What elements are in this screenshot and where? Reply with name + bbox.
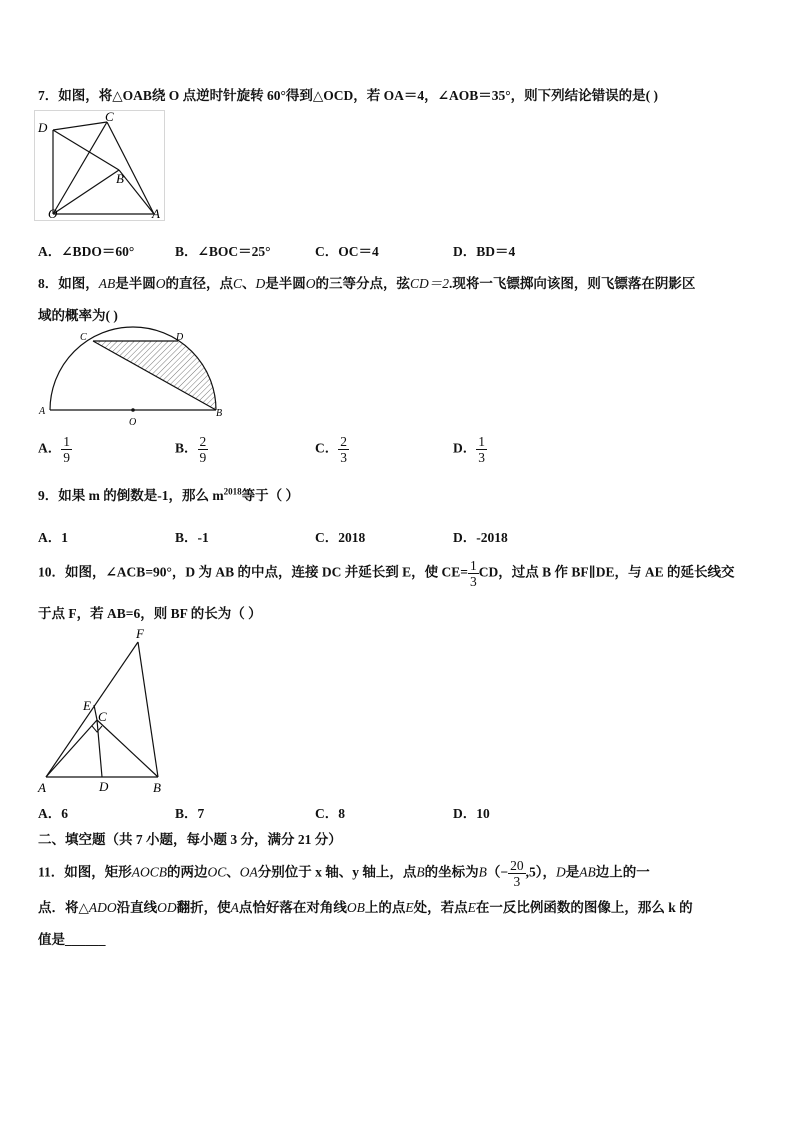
q10-option-d[interactable]: D．10 <box>453 806 490 821</box>
section-heading: 二、填空题（共 7 小题，每小题 3 分，满分 21 分） <box>38 832 342 847</box>
q10-label-b: B <box>153 780 161 795</box>
q11-line3-answer-blank[interactable]: 值是______ <box>38 932 106 947</box>
q10-option-a[interactable]: A．6 <box>38 806 68 821</box>
q7-label-b: B <box>116 171 124 186</box>
q10-label-c: C <box>98 709 107 724</box>
q7-label-d: D <box>38 120 48 135</box>
q7-label-c: C <box>105 110 114 124</box>
q10-label-a: A <box>38 780 46 795</box>
q7-figure <box>34 110 166 222</box>
q10-option-b[interactable]: B．7 <box>175 806 205 821</box>
q9-option-b[interactable]: B．-1 <box>175 530 209 545</box>
q11-line2: 点．将△ADO沿直线OD翻折，使A点恰好落在对角线OB上的点E处，若点E在一反比例函数的图像上，那么 k 的 <box>38 900 693 915</box>
q9-option-d[interactable]: D．-2018 <box>453 530 508 545</box>
q10-stem-line2: 于点 F，若 AB=6，则 BF 的长为（ ） <box>38 606 262 621</box>
q7-label-a: A <box>152 206 160 221</box>
q10-stem-line1: 10．如图，∠ACB=90°，D 为 AB 的中点，连接 DC 并延长到 E，使 CE= $\frac{1}{3}$ CD，过点 B 作 BF∥DE，与 AE 的延长线交 <box>38 558 735 589</box>
q8-label-d: D <box>176 332 184 343</box>
q8-option-c[interactable]: C． $\frac{2}{3}$ <box>315 434 347 465</box>
q8-option-d[interactable]: D． $\frac{1}{3}$ <box>453 434 485 465</box>
q8-option-a[interactable]: A． $\frac{1}{9}$ <box>38 434 70 465</box>
q9-option-a[interactable]: A．1 <box>38 530 68 545</box>
q7-option-b[interactable]: B．∠BOC＝25° <box>175 244 271 259</box>
q10-label-f: F <box>136 626 144 641</box>
q10-option-c[interactable]: C．8 <box>315 806 345 821</box>
q9-stem: 9．如果 m 的倒数是-1，那么 $m^{2018}$等于（ ） <box>38 486 299 503</box>
q7-label-o: O <box>48 206 58 221</box>
q8-option-b[interactable]: B． $\frac{2}{9}$ <box>175 434 207 465</box>
q10-figure <box>34 622 174 798</box>
q7-option-a[interactable]: A．∠BDO＝60° <box>38 244 135 259</box>
q8-label-c: C <box>80 332 87 343</box>
q8-figure <box>36 326 232 428</box>
q10-label-e: E <box>83 698 91 713</box>
q8-stem-line1: 8．如图，AB是半圆O的直径，点C、D是半圆O的三等分点，弦CD＝2.现将一飞镖掷向该图，则飞镖落在阴影区 <box>38 276 696 291</box>
q10-label-d: D <box>99 779 109 794</box>
q8-label-o: O <box>129 417 137 428</box>
q8-label-b: B <box>216 408 223 419</box>
q7-option-c[interactable]: C．OC＝4 <box>315 244 379 259</box>
q8-label-a: A <box>39 406 46 417</box>
q7-option-d[interactable]: D．BD＝4 <box>453 244 516 259</box>
q8-stem-line2: 域的概率为( ) <box>38 308 118 323</box>
q9-option-c[interactable]: C．2018 <box>315 530 366 545</box>
q7-stem: 7．如图，将△OAB绕 O 点逆时针旋转 60°得到△OCD，若 OA＝4，∠AOB＝35°，则下列结论错误的是( ) <box>38 88 658 103</box>
q11-line1: 11．如图，矩形AOCB的两边OC、OA分别位于 x 轴、y 轴上，点B的坐标为B（− $\frac{20}{3}$ ,5），D是AB边上的一 <box>38 858 650 889</box>
